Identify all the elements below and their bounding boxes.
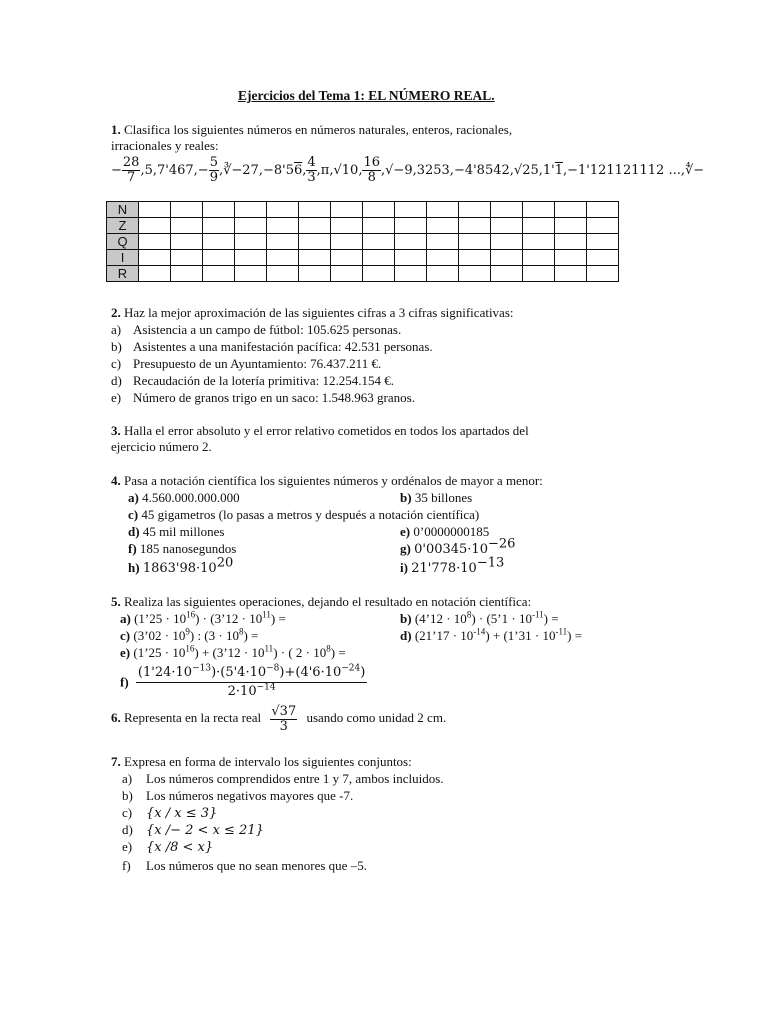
table-cell (427, 234, 459, 250)
table-cell (139, 250, 171, 266)
table-cell (171, 266, 203, 282)
list-item: b) Asistentes a una manifestación pacífica: 42.531 personas. (111, 339, 433, 354)
row-label: I (107, 250, 139, 266)
table-cell (459, 250, 491, 266)
exercise-text: Clasifica los siguientes números en números naturales, enteros, racionales, (124, 122, 513, 137)
square-root: √−9 (385, 163, 413, 178)
table-cell (267, 266, 299, 282)
list-item: e) Número de granos trigo en un saco: 1.548.963 granos. (111, 390, 415, 405)
table-cell (203, 218, 235, 234)
table-cell (555, 266, 587, 282)
table-cell (267, 202, 299, 218)
table-cell (523, 234, 555, 250)
list-item: a) Asistencia a un campo de fútbol: 105.625 personas. (111, 322, 402, 337)
table-row (107, 266, 619, 282)
table-cell (203, 202, 235, 218)
table-cell (171, 218, 203, 234)
list-item: c) {x / x ≤ 3} (122, 805, 218, 821)
page-title: Ejercicios del Tema 1: EL NÚMERO REAL. (238, 88, 495, 103)
table-cell (427, 218, 459, 234)
fraction: $\frac{(1'24\cdot 10^{-13})\cdot(5'4\cdot 10^{-8})+(4'6\cdot 10^{-24})}{2\cdot 10^{-14}}$ (137, 663, 366, 699)
table-cell (267, 250, 299, 266)
table-cell (267, 218, 299, 234)
table-cell (459, 218, 491, 234)
table-cell (171, 234, 203, 250)
row-label: R (107, 266, 139, 282)
item-4b: b) 35 billones (400, 490, 473, 505)
table-cell (235, 202, 267, 218)
table-cell (395, 218, 427, 234)
row-label: Q (107, 234, 139, 250)
table-cell (587, 234, 619, 250)
table-cell (331, 202, 363, 218)
list-item: e) {x /8 < x} (122, 839, 214, 855)
exercise-6-statement: 6. Representa en la recta real $\frac{√37}{3}$ usando como unidad 2 cm. (111, 703, 447, 734)
list-item: c) Presupuesto de un Ayuntamiento: 76.437.211 €. (111, 356, 382, 371)
repeating-digit: 6 (293, 163, 303, 178)
table-cell (363, 234, 395, 250)
table-cell (363, 266, 395, 282)
square-root: √25 (513, 163, 539, 178)
table-cell (395, 234, 427, 250)
table-cell (523, 266, 555, 282)
table-cell (363, 202, 395, 218)
item-5b: b) (4’12 · $10^8$) · (5’1 · $10^{-11}$) = (400, 609, 559, 626)
table-cell (331, 266, 363, 282)
table-cell (587, 202, 619, 218)
number-list: − $\frac{28}{7}$ ,5,7'467,− $\frac{5}{9}$ ,∛−27,−8'56, $\frac{4}{3}$ ,π,√10, $\frac{16}{8}$ ,√−9,3253,−4'8542,√25,1'1,−1'121121112 ...,∜− (111, 155, 705, 185)
fraction: $\frac{16}{8}$ (363, 155, 380, 185)
fourth-root: ∜− (684, 163, 705, 178)
fraction: $\frac{4}{3}$ (307, 155, 316, 185)
repeating-digit: 1 (554, 163, 563, 178)
table-cell (235, 234, 267, 250)
table-cell (427, 266, 459, 282)
item-5f: f) $\frac{(1'24\cdot 10^{-13})\cdot(5'4\cdot 10^{-8})+(4'6\cdot 10^{-24})}{2\cdot 10^{-14}}$ (120, 663, 366, 699)
table-cell (299, 202, 331, 218)
cube-root: ∛−27 (223, 163, 259, 178)
table-cell (523, 218, 555, 234)
table-cell (171, 202, 203, 218)
table-cell (139, 218, 171, 234)
table-cell (331, 250, 363, 266)
table-cell (491, 250, 523, 266)
table-cell (395, 266, 427, 282)
list-item: a) Los números comprendidos entre 1 y 7, ambos incluidos. (122, 771, 444, 786)
exercise-5-statement: 5. Realiza las siguientes operaciones, dejando el resultado en notación científica: (111, 594, 532, 609)
exercise-3-statement: 3. Halla el error absoluto y el error relativo cometidos en todos los apartados del (111, 423, 529, 438)
table-cell (395, 202, 427, 218)
list-item: d) Recaudación de la lotería primitiva: 12.254.154 €. (111, 373, 395, 388)
list-item: b) Los números negativos mayores que -7. (122, 788, 354, 803)
table-cell (331, 234, 363, 250)
table-row (107, 218, 619, 234)
table-cell (523, 202, 555, 218)
table-cell (331, 218, 363, 234)
table-cell (491, 234, 523, 250)
table-cell (299, 218, 331, 234)
table-row (107, 234, 619, 250)
table-cell (267, 234, 299, 250)
exercise-3-statement-cont: ejercicio número 2. (111, 439, 212, 454)
table-cell (459, 234, 491, 250)
item-4i: i) $21'778\cdot 10^{-13}$ (400, 555, 505, 576)
table-cell (363, 250, 395, 266)
table-cell (587, 266, 619, 282)
list-item: d) {x /− 2 < x ≤ 21} (122, 822, 264, 838)
item-4a: a) 4.560.000.000.000 (128, 490, 240, 505)
exercise-4-statement: 4. Pasa a notación científica los siguientes números y ordénalos de mayor a menor: (111, 473, 543, 488)
item-5a: a) (1’25 · $10^{16}$) · (3’12 · $10^{11}$) = (120, 609, 286, 626)
table-cell (395, 250, 427, 266)
fraction: $\frac{5}{9}$ (209, 155, 218, 185)
table-cell (203, 266, 235, 282)
classification-table (106, 201, 619, 282)
table-cell (587, 250, 619, 266)
table-cell (555, 218, 587, 234)
fraction: $\frac{28}{7}$ (122, 155, 140, 185)
table-cell (299, 250, 331, 266)
table-cell (523, 250, 555, 266)
item-4h: h) $1863'98\cdot 10^{20}$ (128, 555, 234, 576)
table-cell (299, 234, 331, 250)
table-cell (427, 250, 459, 266)
row-label: Z (107, 218, 139, 234)
square-root: √10 (333, 163, 359, 178)
exercise-1-statement-cont: irracionales y reales: (111, 138, 219, 153)
table-cell (555, 250, 587, 266)
item-4g: g) $0'00345\cdot 10^{-26}$ (400, 536, 516, 557)
table-cell (491, 218, 523, 234)
item-5e: e) (1’25 · $10^{16}$) + (3’12 · $10^{11}$) · ( $2 \cdot 10^8$) = (120, 643, 346, 660)
table-cell (427, 202, 459, 218)
item-5d: d) (21’17 · $10^{-14}$) + (1’31 · $10^{-11}$) = (400, 626, 583, 643)
table-cell (299, 266, 331, 282)
table-cell (459, 266, 491, 282)
table-cell (363, 218, 395, 234)
exercise-7-statement: 7. Expresa en forma de intervalo los siguientes conjuntos: (111, 754, 412, 769)
list-item: f) Los números que no sean menores que –5. (122, 858, 367, 873)
exercise-2-statement: 2. Haz la mejor aproximación de las siguientes cifras a 3 cifras significativas: (111, 305, 514, 320)
item-5c: c) (3’02 · $10^9$) : $(3 \cdot 10^8)$ = (120, 626, 259, 643)
fraction: $\frac{√37}{3}$ (271, 703, 297, 734)
item-4d: d) 45 mil millones (128, 524, 225, 539)
table-cell (203, 234, 235, 250)
table-cell (555, 202, 587, 218)
table-cell (491, 202, 523, 218)
table-cell (139, 234, 171, 250)
row-label: N (107, 202, 139, 218)
item-4c: c) 45 gigametros (lo pasas a metros y después a notación científica) (128, 507, 480, 522)
table-cell (235, 218, 267, 234)
table-cell (171, 250, 203, 266)
table-cell (491, 266, 523, 282)
exercise-1-statement (111, 122, 512, 138)
table-cell (459, 202, 491, 218)
table-cell (203, 250, 235, 266)
table-cell (139, 202, 171, 218)
table-cell (235, 250, 267, 266)
table-row (107, 202, 619, 218)
table-cell (235, 266, 267, 282)
table-cell (555, 234, 587, 250)
table-cell (587, 218, 619, 234)
item-4e: e) 0’0000000185 (400, 524, 490, 539)
table-cell (139, 266, 171, 282)
exercise-number: 1. (111, 122, 121, 137)
item-4f: f) 185 nanosegundos (128, 541, 237, 556)
table-row (107, 250, 619, 266)
